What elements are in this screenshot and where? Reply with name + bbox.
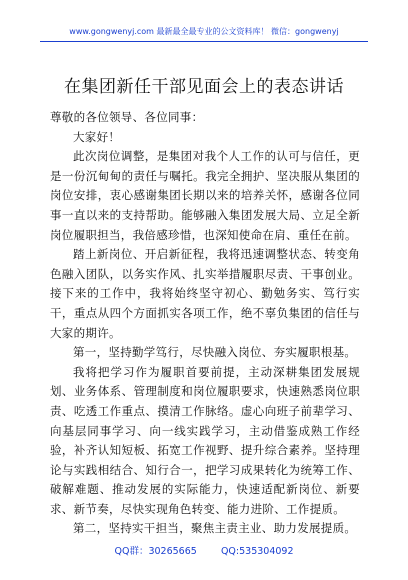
- body-paragraph: 踏上新岗位、开启新征程，我将迅速调整状态、转变角色融入团队，以务实作风、扎实举措履职尽责、干事创业。接下来的工作中，我将始终坚守初心、勤勉务实、笃行实干，重点从四个方面抓实各项工作，绝不辜负集团的信任与大家的期许。: [50, 247, 360, 340]
- body-paragraph: 我将把学习作为履职首要前提，主动深耕集团发展规划、业务体系、管理制度和岗位履职要求，快速熟悉岗位职责、吃透工作重点、摸清工作脉络。虚心向班子前辈学习、向基层同事学习、向一线实践学习，主动借鉴成熟工作经验，补齐认知短板、拓宽工作视野、提升综合素养。坚持理论与实践相结合、知行合一，把学习成果转化为统筹工作、破解难题、推动发展的实际能力，快速适配新岗位、新要求、新节奏，尽快实现角色转变、能力进阶、工作提质。: [50, 364, 360, 516]
- body-paragraph: 此次岗位调整，是集团对我个人工作的认可与信任，更是一份沉甸甸的责任与嘱托。我完全拥护、坚决服从集团的岗位安排，衷心感谢集团长期以来的培养关怀，感谢各位同事一直以来的支持帮助。能够融入集团发展大局、立足全新岗位履职担当，我倍感珍惜，也深知使命在肩、重任在前。: [50, 149, 360, 242]
- site-header-banner: www.gongwenyj.com 最新最全最专业的公文资料库！ 微信：gongwenyj: [69, 27, 339, 36]
- header-divider: [40, 41, 368, 42]
- footer-contact: QQ群：30265665 QQ:535304092: [114, 546, 294, 557]
- greeting: 大家好！: [73, 129, 121, 144]
- document-body: [50, 108, 360, 539]
- section-heading: 第二，坚持实干担当，聚焦主责主业、助力发展提质。: [73, 521, 357, 536]
- salutation: 尊敬的各位领导、各位同事：: [50, 110, 204, 124]
- section-heading: 第一，坚持勤学笃行，尽快融入岗位、夯实履职根基。: [73, 345, 357, 360]
- document-title: 在集团新任干部见面会上的表态讲话: [64, 77, 344, 97]
